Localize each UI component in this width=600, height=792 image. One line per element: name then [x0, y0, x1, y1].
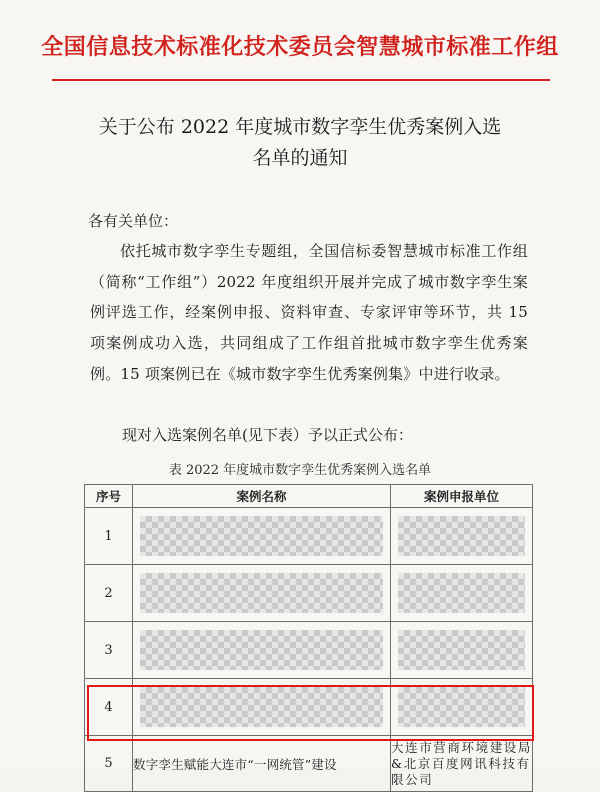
- applicant-cell: 大连市营商环境建设局&北京百度网讯科技有限公司: [391, 736, 533, 792]
- mosaic-redaction: [398, 516, 525, 556]
- body-paragraph: 依托城市数字孪生专题组，全国信标委智慧城市标准工作组（简称“工作组”）2022 年度组织开展并完成了城市数字孪生案例评选工作，经案例申报、资料审查、专家评审等环节，共 15 项案例成功入选，共同组成了工作组首批城市数字孪生优秀案例。15 项案例已在《城市数字孪生优秀案例集》中进行收录。: [90, 242, 528, 383]
- row-number: 5: [85, 736, 133, 792]
- applicant-cell-redacted: [391, 508, 533, 565]
- mosaic-redaction: [140, 687, 383, 727]
- table-header-row: [85, 485, 533, 508]
- case-name-cell-redacted: [133, 679, 391, 736]
- mosaic-redaction: [140, 630, 383, 670]
- applicant-cell-redacted: [391, 565, 533, 622]
- cases-table: [84, 484, 533, 792]
- case-name-cell: 数字孪生赋能大连市“一网统管”建设: [133, 736, 391, 792]
- column-header-applicant: 案例申报单位: [391, 485, 533, 508]
- salutation: 各有关单位：: [88, 212, 179, 230]
- mosaic-redaction: [398, 630, 525, 670]
- announcement-line: 现对入选案例名单(见下表）予以正式公布：: [122, 426, 413, 444]
- table-row: [85, 622, 533, 679]
- applicant-cell-redacted: [391, 622, 533, 679]
- organization-header: 全国信息技术标准化技术委员会智慧城市标准工作组: [41, 35, 559, 60]
- table-row: [85, 508, 533, 565]
- mosaic-redaction: [398, 687, 525, 727]
- column-header-case-name: 案例名称: [133, 485, 391, 508]
- mosaic-redaction: [140, 516, 383, 556]
- notice-title: [60, 112, 540, 174]
- table-row: [85, 565, 533, 622]
- case-name-cell-redacted: [133, 508, 391, 565]
- table-caption: 表 2022 年度城市数字孪生优秀案例入选名单: [168, 463, 432, 478]
- header-divider: [52, 79, 550, 81]
- row-number: 3: [85, 622, 133, 679]
- case-name-cell-redacted: [133, 622, 391, 679]
- table-row-highlighted: [85, 736, 533, 792]
- row-number: 1: [85, 508, 133, 565]
- mosaic-redaction: [140, 573, 383, 613]
- case-name-cell-redacted: [133, 565, 391, 622]
- table-row: [85, 679, 533, 736]
- row-number: 4: [85, 679, 133, 736]
- notice-title-line-1: 关于公布 2022 年度城市数字孪生优秀案例入选: [98, 116, 502, 138]
- mosaic-redaction: [398, 573, 525, 613]
- applicant-cell-redacted: [391, 679, 533, 736]
- notice-title-line-2: 名单的通知: [252, 147, 348, 169]
- row-number: 2: [85, 565, 133, 622]
- column-header-number: 序号: [85, 485, 133, 508]
